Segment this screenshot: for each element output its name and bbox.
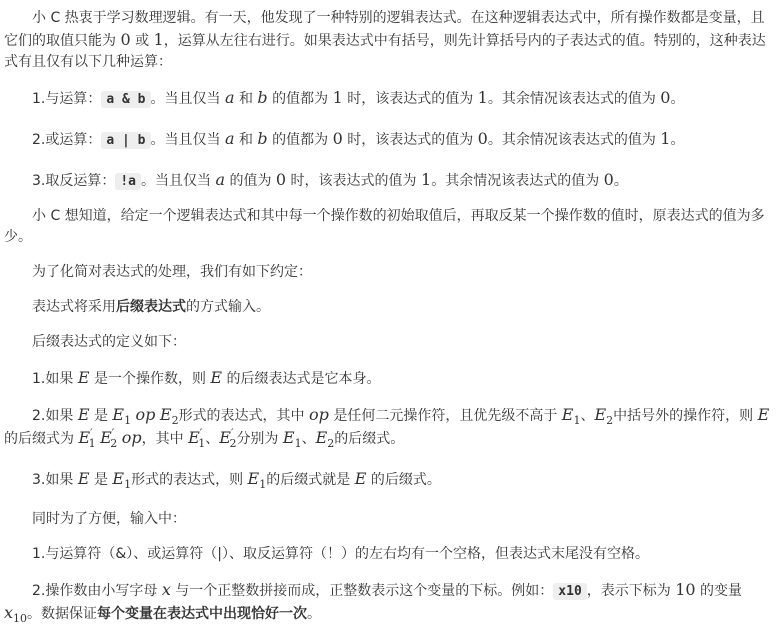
math-e1-prime <box>78 426 96 451</box>
text: 、 <box>580 408 595 424</box>
var-x: x <box>161 580 171 599</box>
subscript: 2 <box>327 437 335 451</box>
math-e2 <box>159 405 179 428</box>
subscript: 10 <box>13 612 28 626</box>
math-e: E <box>100 428 112 447</box>
subscript: 2 <box>110 437 118 451</box>
math-e2-prime <box>219 426 237 451</box>
math-e: E <box>354 469 367 488</box>
text: 。当且仅当 <box>150 91 225 107</box>
math-e: E <box>210 368 223 387</box>
math-e: E <box>112 405 125 424</box>
convention-paragraph: 为了化简对表达式的处理，我们有如下约定： <box>32 264 312 280</box>
text: 的后缀式。 <box>334 431 405 447</box>
text: 。数据保证 <box>27 606 98 622</box>
math-e: E <box>282 428 295 447</box>
text: 形式的表达式，则 <box>131 472 248 488</box>
math-e2-prime <box>100 426 118 451</box>
text: 。当且仅当 <box>150 132 225 148</box>
text: 的后缀式就是 <box>266 472 355 488</box>
text: 。 <box>613 173 628 189</box>
text: 2.操作数由小写字母 <box>32 583 162 599</box>
math-e: E <box>594 405 607 424</box>
text: 。其余情况该表达式的值为 <box>431 173 604 189</box>
or-prefix: 2.或运算： <box>32 132 102 148</box>
value: 0 <box>477 129 488 148</box>
intro-text: 小 C 热衷于学习数理逻辑。有一天，他发现了一种特别的逻辑表达式。在这种逻辑表达式中，所有操作数都是变量，且它们的取值只能为 <box>4 10 765 49</box>
and-code: a & b <box>101 91 150 108</box>
text: 是任何二元操作符，且优先级不高于 <box>328 408 562 424</box>
math-e: E <box>757 405 770 424</box>
and-operation <box>4 87 774 110</box>
text: 的值都为 <box>267 91 333 107</box>
text: 3.如果 <box>32 472 78 488</box>
text: 时，该表达式的值为 <box>286 173 422 189</box>
text: 中括号外的操作符，则 <box>613 408 758 424</box>
text: 的后缀表达式是它本身。 <box>222 371 381 387</box>
input-rule-2 <box>4 579 774 625</box>
text: 。当且仅当 <box>141 173 216 189</box>
text: 时，该表达式的值为 <box>342 91 478 107</box>
math-op: op <box>135 405 156 424</box>
value: 1 <box>477 88 488 107</box>
text: 的后缀式。 <box>366 472 441 488</box>
and-prefix: 1.与运算： <box>32 91 102 107</box>
math-e1-prime <box>188 426 206 451</box>
value: 10 <box>675 580 696 599</box>
text: 的后缀式为 <box>4 431 79 447</box>
math-e1 <box>247 469 267 492</box>
math-e: E <box>247 469 260 488</box>
prime: ′ <box>199 426 203 440</box>
text: 。其余情况该表达式的值为 <box>487 91 661 107</box>
subscript: 1 <box>88 437 96 451</box>
math-e2 <box>594 405 614 428</box>
math-e1 <box>112 469 132 492</box>
or-word: 或 <box>130 33 154 49</box>
text: 分别为 <box>236 431 283 447</box>
text: 的值都为 <box>267 132 333 148</box>
text: 和 <box>234 91 258 107</box>
text: 。其余情况该表达式的值为 <box>487 132 661 148</box>
definition-2 <box>4 404 774 450</box>
math-e: E <box>112 469 125 488</box>
subscript: 2 <box>171 414 179 428</box>
text: 表达式将采用 <box>32 299 116 315</box>
subscript: 1 <box>294 437 302 451</box>
text: ，其中 <box>141 431 189 447</box>
math-op: op <box>121 428 142 447</box>
value: 1 <box>332 88 343 107</box>
subscript: 1 <box>259 478 267 492</box>
math-e: E <box>561 405 574 424</box>
text: 。 <box>307 606 322 622</box>
text: 。 <box>670 132 685 148</box>
math-e: E <box>77 368 90 387</box>
prime: ′ <box>230 426 234 440</box>
text: 的方式输入。 <box>186 299 270 315</box>
math-op: op <box>309 405 329 424</box>
definition-3 <box>4 468 774 491</box>
subscript: 1 <box>124 478 132 492</box>
definition-1 <box>4 367 774 390</box>
math-e1 <box>112 405 132 428</box>
input-rule-1: 1.与运算符（&）、或运算符（|）、取反运算符（！）的左右均有一个空格，但表达式末尾没有空格。 <box>32 546 649 562</box>
math-e: E <box>219 428 231 447</box>
value: 0 <box>332 129 343 148</box>
math-e2 <box>315 428 335 451</box>
text: 是 <box>89 472 113 488</box>
math-e: E <box>77 405 90 424</box>
guarantee-bold: 每个变量在表达式中出现恰好一次 <box>97 606 308 622</box>
value: 1 <box>421 170 432 189</box>
question-paragraph: 小 C 想知道，给定一个逻辑表达式和其中每一个操作数的初始取值后，再取反某一个操作数的值时，原表达式的值为多少。 <box>4 208 765 245</box>
postfix-paragraph <box>4 297 774 318</box>
or-operation <box>4 128 774 151</box>
value: 0 <box>603 170 614 189</box>
subscript: 1 <box>124 414 132 428</box>
math-e1 <box>282 428 302 451</box>
subscript: 1 <box>198 437 206 451</box>
text: 和 <box>234 132 258 148</box>
definition-heading: 后缀表达式的定义如下： <box>32 334 186 350</box>
subscript: 2 <box>229 437 237 451</box>
text: 、 <box>301 431 316 447</box>
not-operation <box>4 169 774 192</box>
value: 0 <box>660 88 671 107</box>
value-zero: 0 <box>120 30 131 49</box>
text: 形式的表达式，其中 <box>178 408 310 424</box>
text: 。 <box>670 91 685 107</box>
prime: ′ <box>90 426 93 440</box>
text: 1.如果 <box>32 371 78 387</box>
text: 是一个操作数，则 <box>89 371 211 387</box>
math-e: E <box>77 469 90 488</box>
value-one: 1 <box>153 30 164 49</box>
var-a: a <box>224 88 235 107</box>
input-heading: 同时为了方便，输入中： <box>32 511 186 527</box>
text: 2.如果 <box>32 408 78 424</box>
text: 的值为 <box>225 173 276 189</box>
value: 1 <box>660 129 671 148</box>
var-b: b <box>257 88 268 107</box>
var-a: a <box>215 170 226 189</box>
not-code: !a <box>115 173 141 190</box>
math-e: E <box>78 428 91 447</box>
prime: ′ <box>111 426 115 440</box>
math-x: x <box>4 603 14 622</box>
text: 是 <box>89 408 113 424</box>
subscript: 2 <box>606 414 614 428</box>
var-x10 <box>4 603 28 626</box>
text: 与一个正整数拼接而成，正整数表示这个变量的下标。例如： <box>170 583 554 599</box>
or-code: a | b <box>101 132 150 149</box>
example-code: x10 <box>553 583 586 600</box>
text: ，表示下标为 <box>586 583 676 599</box>
math-e: E <box>188 428 200 447</box>
var-a: a <box>224 129 235 148</box>
subscript: 1 <box>573 414 581 428</box>
math-e: E <box>315 428 328 447</box>
text: 时，该表达式的值为 <box>342 132 478 148</box>
not-prefix: 3.取反运算： <box>32 173 116 189</box>
text: 、 <box>205 431 220 447</box>
intro-text-cont: ，运算从左往右进行。如果表达式中有括号，则先计算括号内的子表达式的值。特别的，这种表达式有且仅有以下几种运算： <box>4 33 766 70</box>
postfix-bold: 后缀表达式 <box>116 299 186 315</box>
math-e1 <box>561 405 581 428</box>
value: 0 <box>275 170 287 189</box>
var-b: b <box>257 129 268 148</box>
text: 的变量 <box>695 583 743 599</box>
intro-paragraph <box>4 8 774 73</box>
math-e: E <box>159 405 172 424</box>
